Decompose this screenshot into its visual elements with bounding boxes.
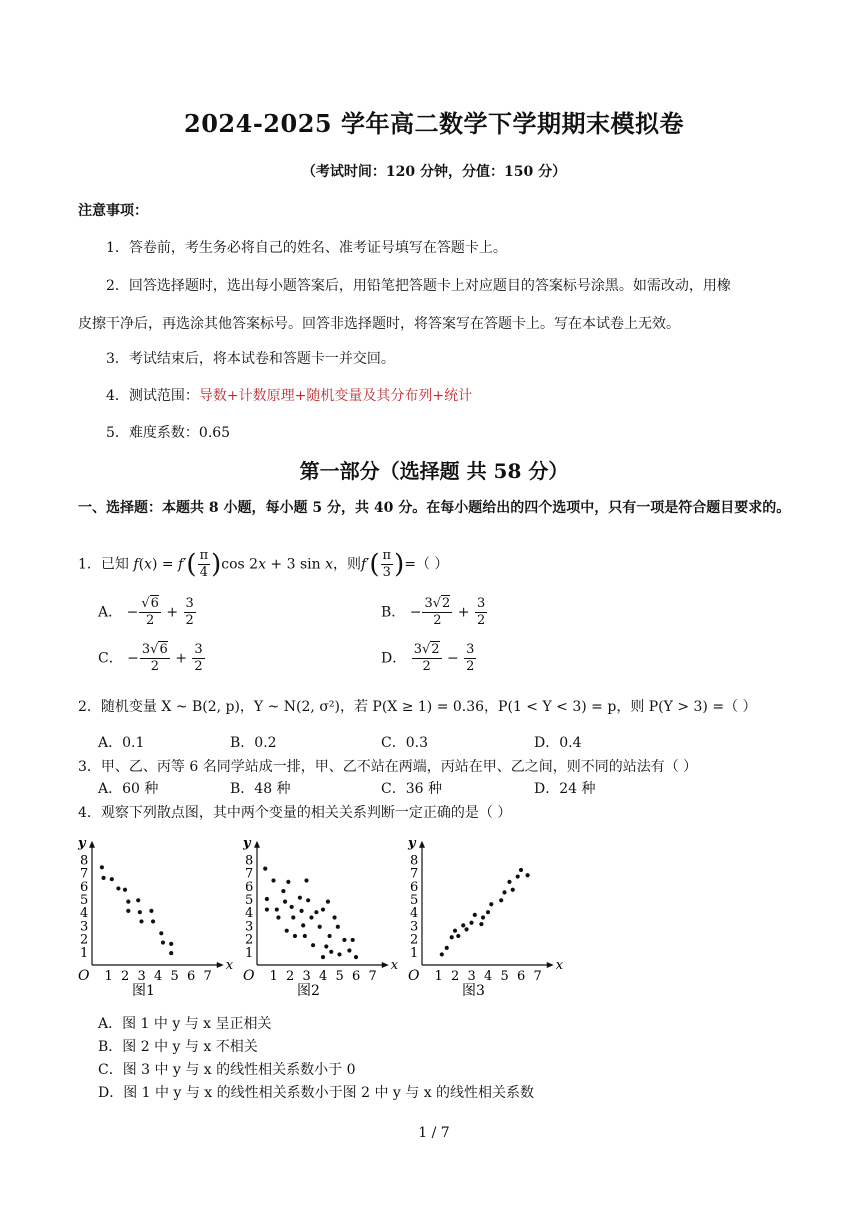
y-tick-fig1: 7 bbox=[80, 866, 89, 882]
y-tick-fig2: 5 bbox=[245, 893, 254, 908]
y-tick-fig1: 1 bbox=[80, 945, 89, 961]
q1-middle: ，则 bbox=[333, 556, 362, 573]
data-point-fig3 bbox=[516, 874, 520, 878]
data-point-fig2 bbox=[276, 915, 280, 919]
data-point-fig1 bbox=[169, 951, 173, 955]
x-tick-fig2: 1 bbox=[269, 969, 278, 984]
y-tick-fig3: 4 bbox=[410, 906, 419, 922]
q1-prefix: 1．已知 bbox=[78, 556, 129, 573]
question-4: 4．观察下列散点图，其中两个变量的相关关系判断一定正确的是（ ） bbox=[78, 805, 512, 821]
x-tick-fig3: 5 bbox=[500, 969, 509, 984]
x-axis-label-fig1: x bbox=[225, 958, 234, 973]
q1-option-c: C． − $\frac{3√6}{2}$ + $\frac{3}{2}$ bbox=[98, 642, 203, 674]
q3-option-d: D．24 种 bbox=[534, 781, 596, 797]
data-point-fig2 bbox=[285, 929, 289, 933]
y-tick-fig3: 1 bbox=[410, 945, 419, 961]
data-point-fig2 bbox=[299, 909, 303, 913]
figure-caption-1: 图1 bbox=[132, 983, 155, 999]
data-point-fig1 bbox=[161, 940, 165, 944]
figure-caption-2: 图2 bbox=[297, 983, 320, 999]
data-point-fig2 bbox=[336, 925, 340, 929]
data-point-fig2 bbox=[342, 938, 346, 942]
data-point-fig1 bbox=[126, 909, 130, 913]
question-3: 3．甲、乙、丙等 6 名同学站成一排，甲、乙不站在两端，丙站在甲、乙之间，则不同的站法有（ ） bbox=[78, 759, 698, 775]
x-tick-fig1: 1 bbox=[104, 969, 113, 984]
x-axis-label-fig3: x bbox=[555, 958, 564, 973]
data-point-fig2 bbox=[337, 952, 341, 956]
data-point-fig2 bbox=[293, 934, 297, 938]
y-tick-fig3: 6 bbox=[410, 879, 419, 895]
data-point-fig2 bbox=[275, 907, 279, 911]
q4-option-b: B．图 2 中 y 与 x 不相关 bbox=[98, 1039, 258, 1055]
data-point-fig2 bbox=[314, 910, 318, 914]
data-point-fig2 bbox=[306, 898, 310, 902]
data-point-fig3 bbox=[507, 880, 511, 884]
y-tick-fig1: 8 bbox=[80, 853, 89, 869]
data-point-fig2 bbox=[311, 943, 315, 947]
data-point-fig2 bbox=[304, 878, 308, 882]
data-point-fig1 bbox=[110, 877, 114, 881]
note-3: 3．考试结束后，将本试卷和答题卡一并交回。 bbox=[106, 351, 395, 367]
q3-option-b: B．48 种 bbox=[230, 781, 291, 797]
data-point-fig2 bbox=[298, 896, 302, 900]
origin-label-fig1: O bbox=[78, 968, 90, 984]
y-arrow-fig2 bbox=[254, 841, 260, 848]
data-point-fig3 bbox=[469, 921, 473, 925]
x-tick-fig3: 3 bbox=[467, 969, 476, 984]
data-point-fig1 bbox=[101, 876, 105, 880]
note-5: 5．难度系数：0.65 bbox=[106, 425, 231, 441]
x-tick-fig2: 7 bbox=[368, 969, 377, 984]
data-point-fig2 bbox=[332, 915, 336, 919]
notes-heading: 注意事项： bbox=[78, 203, 148, 219]
data-point-fig3 bbox=[502, 890, 506, 894]
x-arrow-fig2 bbox=[382, 962, 389, 968]
q2-option-c: C．0.3 bbox=[381, 735, 428, 751]
data-point-fig3 bbox=[486, 910, 490, 914]
q2-option-b: B．0.2 bbox=[230, 735, 277, 751]
y-tick-fig2: 4 bbox=[245, 906, 254, 922]
data-point-fig1 bbox=[138, 910, 142, 914]
q4-option-d: D．图 1 中 y 与 x 的线性相关系数小于图 2 中 y 与 x 的线性相关系数 bbox=[98, 1085, 535, 1101]
note-2-cont: 皮擦干净后，再选涂其他答案标号。回答非选择题时，将答案写在答题卡上。写在本试卷上无效。 bbox=[78, 316, 680, 332]
data-point-fig1 bbox=[151, 919, 155, 923]
data-point-fig3 bbox=[519, 868, 523, 872]
y-tick-fig2: 7 bbox=[245, 866, 254, 882]
note-1: 1．答卷前，考生务必将自己的姓名、准考证号填写在答题卡上。 bbox=[106, 240, 507, 256]
data-point-fig2 bbox=[303, 934, 307, 938]
data-point-fig2 bbox=[265, 907, 269, 911]
data-point-fig3 bbox=[526, 873, 530, 877]
y-tick-fig2: 6 bbox=[245, 879, 254, 895]
data-point-fig1 bbox=[123, 888, 127, 892]
q1-option-b: B． − $\frac{3√2}{2}$ + $\frac{3}{2}$ bbox=[381, 596, 486, 628]
data-point-fig2 bbox=[321, 907, 325, 911]
data-point-fig3 bbox=[489, 902, 493, 906]
y-tick-fig2: 3 bbox=[245, 919, 254, 935]
q3-option-c: C．36 种 bbox=[381, 781, 442, 797]
data-point-fig2 bbox=[328, 934, 332, 938]
data-point-fig2 bbox=[291, 915, 295, 919]
section-title: 第一部分（选择题 共 58 分） bbox=[299, 459, 569, 483]
x-tick-fig1: 7 bbox=[203, 969, 212, 984]
x-tick-fig1: 2 bbox=[121, 969, 130, 984]
data-point-fig3 bbox=[473, 913, 477, 917]
y-tick-fig3: 3 bbox=[410, 919, 419, 935]
data-point-fig3 bbox=[479, 922, 483, 926]
data-point-fig3 bbox=[511, 888, 515, 892]
y-arrow-fig1 bbox=[89, 841, 95, 848]
data-point-fig1 bbox=[159, 931, 163, 935]
data-point-fig2 bbox=[271, 878, 275, 882]
data-point-fig2 bbox=[347, 948, 351, 952]
q2-option-d: D．0.4 bbox=[534, 735, 582, 751]
y-tick-fig1: 4 bbox=[80, 906, 89, 922]
data-point-fig2 bbox=[329, 950, 333, 954]
data-point-fig2 bbox=[265, 897, 269, 901]
x-tick-fig1: 3 bbox=[137, 969, 146, 984]
y-tick-fig2: 8 bbox=[245, 853, 254, 869]
y-axis-label-fig2: y bbox=[243, 835, 251, 851]
data-point-fig2 bbox=[281, 889, 285, 893]
x-tick-fig3: 4 bbox=[484, 969, 493, 984]
y-tick-fig1: 5 bbox=[80, 893, 89, 908]
data-point-fig1 bbox=[169, 942, 173, 946]
note-2: 2．回答选择题时，选出每小题答案后，用铅笔把答题卡上对应题目的答案标号涂黑。如需改动，用橡 bbox=[106, 278, 731, 294]
data-point-fig3 bbox=[481, 915, 485, 919]
y-tick-fig1: 3 bbox=[80, 919, 89, 935]
origin-label-fig2: O bbox=[243, 968, 255, 984]
data-point-fig3 bbox=[499, 898, 503, 902]
note-4 bbox=[106, 385, 472, 405]
page-number: 1 / 7 bbox=[418, 1125, 450, 1141]
q4-option-c: C．图 3 中 y 与 x 的线性相关系数小于 0 bbox=[98, 1062, 356, 1078]
q1-option-a: A． − $\frac{√6}{2}$ + $\frac{3}{2}$ bbox=[98, 596, 194, 628]
scatter-plots bbox=[70, 828, 570, 1008]
data-point-fig3 bbox=[456, 934, 460, 938]
x-tick-fig2: 6 bbox=[352, 969, 361, 984]
q2-option-a: A．0.1 bbox=[98, 735, 145, 751]
note-4-label: 4．测试范围： bbox=[106, 388, 199, 404]
x-tick-fig2: 2 bbox=[286, 969, 295, 984]
data-point-fig1 bbox=[139, 919, 143, 923]
x-tick-fig3: 1 bbox=[434, 969, 443, 984]
x-arrow-fig3 bbox=[547, 962, 554, 968]
x-tick-fig3: 2 bbox=[451, 969, 460, 984]
y-axis-label-fig1: y bbox=[78, 835, 86, 851]
y-tick-fig3: 8 bbox=[410, 853, 419, 869]
page-title: 2024-2025 学年高二数学下学期期末模拟卷 bbox=[184, 109, 684, 138]
x-tick-fig2: 3 bbox=[302, 969, 311, 984]
x-tick-fig2: 4 bbox=[319, 969, 328, 984]
x-tick-fig3: 7 bbox=[533, 969, 542, 984]
data-point-fig2 bbox=[263, 867, 267, 871]
data-point-fig1 bbox=[136, 898, 140, 902]
x-tick-fig3: 6 bbox=[517, 969, 526, 984]
data-point-fig3 bbox=[440, 952, 444, 956]
data-point-fig2 bbox=[309, 915, 313, 919]
data-point-fig2 bbox=[283, 900, 287, 904]
section-intro: 一、选择题：本题共 8 小题，每小题 5 分，共 40 分。在每小题给出的四个选项中，只有一项是符合题目要求的。 bbox=[78, 500, 791, 516]
data-point-fig3 bbox=[453, 929, 457, 933]
data-point-fig2 bbox=[351, 938, 355, 942]
question-2: 2．随机变量 X ~ B(2, p)，Y ~ N(2, σ²)，若 P(X ≥ 1) = 0.36，P(1 < Y < 3) = p，则 P(Y > 3) =（ ） bbox=[78, 699, 757, 715]
x-tick-fig1: 5 bbox=[170, 969, 179, 984]
question-1: 1．已知 f(x) = f′( $\frac{\pi}{4}$ )cos 2x + 3 sin x，则f′( $\frac{\pi}{3}$ )=（ ） bbox=[78, 548, 449, 580]
y-tick-fig1: 6 bbox=[80, 879, 89, 895]
data-point-fig2 bbox=[324, 944, 328, 948]
y-tick-fig2: 2 bbox=[245, 932, 254, 948]
figure-caption-3: 图3 bbox=[462, 983, 485, 999]
data-point-fig2 bbox=[326, 900, 330, 904]
q1-option-d: D． $\frac{3√2}{2}$ − $\frac{3}{2}$ bbox=[381, 642, 475, 674]
y-tick-fig1: 2 bbox=[80, 932, 89, 948]
test-scope: 导数+计数原理+随机变量及其分布列+统计 bbox=[198, 388, 473, 404]
data-point-fig2 bbox=[301, 923, 305, 927]
q3-option-a: A．60 种 bbox=[98, 781, 159, 797]
data-point-fig1 bbox=[116, 886, 120, 890]
y-tick-fig2: 1 bbox=[245, 945, 254, 961]
q1-end: =（ ） bbox=[404, 556, 449, 573]
data-point-fig3 bbox=[445, 946, 449, 950]
data-point-fig2 bbox=[354, 955, 358, 959]
data-point-fig1 bbox=[149, 909, 153, 913]
origin-label-fig3: O bbox=[408, 968, 420, 984]
x-tick-fig1: 6 bbox=[187, 969, 196, 984]
x-tick-fig1: 4 bbox=[154, 969, 163, 984]
data-point-fig2 bbox=[290, 905, 294, 909]
exam-info: （考试时间：120 分钟，分值：150 分） bbox=[301, 164, 567, 180]
y-axis-label-fig3: y bbox=[408, 835, 416, 851]
data-point-fig3 bbox=[464, 927, 468, 931]
x-tick-fig2: 5 bbox=[335, 969, 344, 984]
data-point-fig2 bbox=[321, 955, 325, 959]
data-point-fig3 bbox=[450, 935, 454, 939]
data-point-fig1 bbox=[126, 900, 130, 904]
y-tick-fig3: 7 bbox=[410, 866, 419, 882]
x-axis-label-fig2: x bbox=[390, 958, 399, 973]
y-tick-fig3: 5 bbox=[410, 893, 419, 908]
x-arrow-fig1 bbox=[217, 962, 224, 968]
y-tick-fig3: 2 bbox=[410, 932, 419, 948]
data-point-fig3 bbox=[461, 923, 465, 927]
y-arrow-fig3 bbox=[419, 841, 425, 848]
data-point-fig1 bbox=[100, 865, 104, 869]
data-point-fig2 bbox=[286, 880, 290, 884]
data-point-fig2 bbox=[318, 925, 322, 929]
q4-option-a: A．图 1 中 y 与 x 呈正相关 bbox=[98, 1016, 272, 1032]
